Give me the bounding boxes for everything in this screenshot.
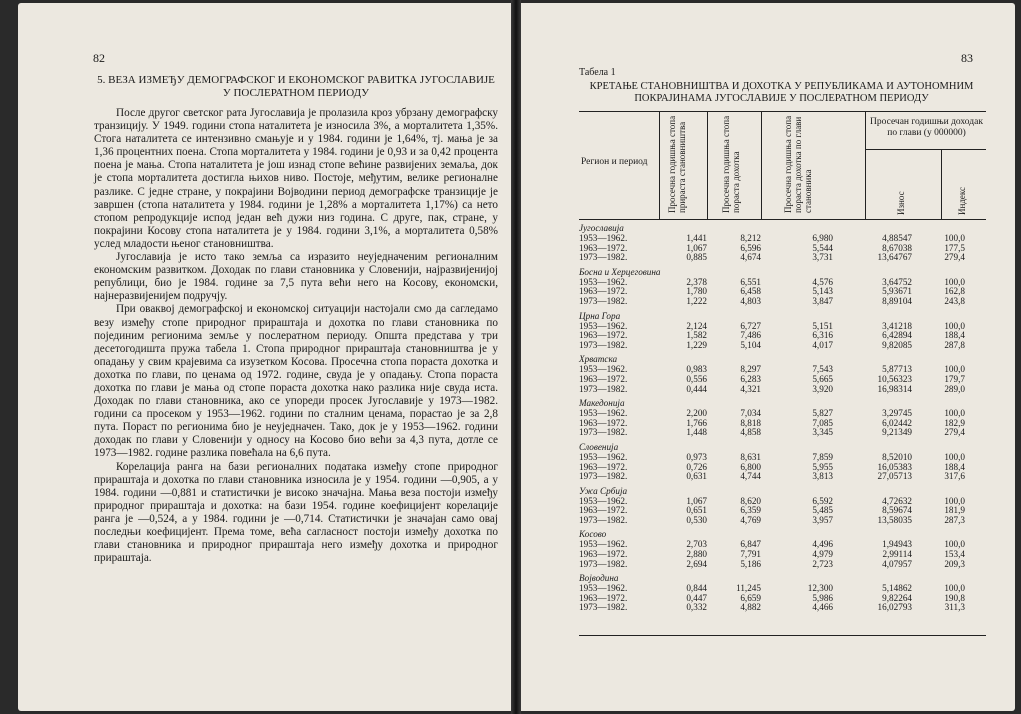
period-cell: 1963—1972. (579, 505, 628, 516)
value-cell: 179,7 (944, 373, 965, 384)
value-cell: 279,4 (944, 427, 965, 438)
value-cell: 16,02793 (877, 602, 912, 613)
header-index: Индекс (957, 186, 967, 215)
period-cell: 1963—1972. (579, 461, 628, 472)
value-cell: 5,186 (740, 558, 761, 569)
section-title: 5. ВЕЗА ИЗМЕЂУ ДЕМОГРАФСКОГ И ЕКОНОМСКОГ РАВИТКА ЈУГОСЛАВИЈЕ У ПОСЛЕРАТНОМ ПЕРИОДУ (97, 74, 495, 99)
table-group (579, 267, 986, 307)
value-cell: 8,212 (740, 233, 761, 243)
left-page (18, 3, 511, 711)
group-name: Македонија (579, 398, 625, 409)
value-cell: 3,731 (812, 252, 833, 263)
value-cell: 1,582 (686, 330, 707, 341)
value-cell: 3,29745 (882, 408, 912, 419)
group-name: Југославија (579, 223, 624, 233)
table-row (579, 385, 986, 395)
right-page (521, 3, 1015, 711)
table-title: КРЕТАЊЕ СТАНОВНИШТВА И ДОХОТКА У РЕПУБЛИКАМА И АУТОНОМНИМ ПОКРАЈИНАМА ЈУГОСЛАВИЈЕ У ПОСЛЕРАТНОМ ПЕРИОДУ (589, 81, 974, 104)
period-cell: 1973—1982. (579, 295, 628, 306)
value-cell: 1,222 (686, 295, 707, 306)
value-cell: 8,67038 (882, 242, 912, 253)
value-cell: 0,651 (686, 505, 707, 516)
value-cell: 13,64767 (877, 252, 912, 263)
table-group (579, 442, 986, 482)
value-cell: 0,631 (686, 471, 707, 482)
value-cell: 188,4 (944, 330, 965, 341)
value-cell: 7,859 (812, 451, 833, 462)
value-cell: 5,104 (740, 339, 761, 350)
table-group (579, 311, 986, 351)
table-row (579, 331, 986, 341)
value-cell: 162,8 (944, 286, 965, 297)
table-row (579, 297, 986, 307)
value-cell: 3,813 (812, 471, 833, 482)
value-cell: 6,42894 (882, 330, 912, 341)
value-cell: 0,530 (686, 514, 707, 525)
body-text (94, 107, 498, 565)
page-number: 82 (93, 51, 105, 65)
header-subrule (865, 149, 986, 150)
value-cell: 4,882 (740, 602, 761, 613)
value-cell: 2,99114 (882, 549, 912, 560)
value-cell: 100,0 (944, 495, 965, 506)
table-group (579, 486, 986, 526)
value-cell: 4,576 (812, 276, 833, 287)
value-cell: 317,6 (944, 471, 965, 482)
value-cell: 5,955 (812, 461, 833, 472)
value-cell: 6,980 (812, 233, 833, 243)
value-cell: 4,769 (740, 514, 761, 525)
table-rule-top (579, 111, 986, 112)
page-number: 83 (961, 51, 973, 65)
table-row (579, 497, 986, 507)
table-row (579, 540, 986, 550)
paragraph: При оваквој демографској и економској ситуацији настојали смо да сагледамо везу између стопе природног прираштаја и дохотка по глави становника по појединим регионима земље у послератном периоду. Општа представа у три десетогодишта пружа табела 1. Стопа природног прираштаја становништва је у опадању у свим крајевима са изузетком Косова. Просечна стопа пораста дохотка и дохотка по глави, по ценама од 1972. године, свуда је у опадању. Стопа пораста дохотка по глави је мања од стопе пораста дохотка нако разлика није свуда иста. Доходак по глави становника, ако се упореди просек Југославије у 1973—1982. години са просеком у 1953—1962. години по сталним ценама, порастао је за 2,8 пута. Пораст по регионима био је неуједначен. Тако, док је у 1953—1962. години доходак по глави у Словенији у односу на Косово био већи за 4,3 пута, дотле се 1973—1982. године разлика повећала на 6,6 пута. (94, 303, 498, 460)
group-name: Босна и Херцеговина (579, 266, 661, 277)
value-cell: 1,448 (686, 427, 707, 438)
value-cell: 4,72632 (882, 495, 912, 506)
header-pop-growth: Просечна годишња стопа прираста становништва (667, 115, 687, 213)
value-cell: 5,544 (812, 242, 833, 253)
value-cell: 4,88547 (882, 233, 912, 243)
value-cell: 1,780 (686, 286, 707, 297)
value-cell: 4,674 (740, 252, 761, 263)
group-name: Косово (579, 529, 607, 540)
value-cell: 16,98314 (877, 383, 912, 394)
group-name: Ужа Србија (579, 485, 628, 496)
period-cell: 1953—1962. (579, 539, 628, 550)
group-name: Војводина (579, 573, 619, 584)
paragraph: После другог светског рата Југославија је пролазила кроз убрзану демографску транзицију. У 1949. години стопа наталитета је износила 3%, а морталитета 1,35%. Стога наталитета се интензивно смањује и у 1984. години је 1,64%, тј. мања је за 1,36 процентних поена. Стопа морталитета у 1984. години је 0,93 и за 0,42 процента поена је мања. Стопа наталитета је још изнад стопе већине развијених земаља, док је стопа морталитета достигла њихов ниво. Постоје, међутим, велике регионалне разлике. С једне стране, у покрајини Војводини период демографске транзиције је завршен (стопа наталитета у 1984. години је 1,28% а морталитета 1,17%) са нето стопом репродукције испод један већ дужи низ година. С друге, пак, стране, у покрајини Косову стопа наталитета је у 1984. години 3,1%, а морталитета 0,58% услед младости њеног становништва. (94, 107, 498, 250)
value-cell: 182,9 (944, 417, 965, 428)
period-cell: 1953—1962. (579, 408, 628, 419)
value-cell: 5,485 (812, 505, 833, 516)
table-row (579, 472, 986, 482)
value-cell: 2,703 (686, 539, 707, 550)
value-cell: 9,21349 (882, 427, 912, 438)
value-cell: 5,14862 (882, 583, 912, 594)
value-cell: 12,300 (807, 583, 833, 594)
period-cell: 1973—1982. (579, 383, 628, 394)
value-cell: 6,551 (740, 276, 761, 287)
table-row (579, 516, 986, 526)
group-name: Хрватска (579, 354, 618, 365)
period-cell: 1963—1972. (579, 417, 628, 428)
table-row (579, 375, 986, 385)
value-cell: 188,4 (944, 461, 965, 472)
table-row (579, 244, 986, 254)
table-row (579, 584, 986, 594)
value-cell: 6,659 (740, 592, 761, 603)
period-cell: 1973—1982. (579, 339, 628, 350)
value-cell: 289,0 (944, 383, 965, 394)
period-cell: 1953—1962. (579, 451, 628, 462)
value-cell: 3,920 (812, 383, 833, 394)
period-cell: 1953—1962. (579, 495, 628, 506)
value-cell: 5,827 (812, 408, 833, 419)
value-cell: 5,986 (812, 592, 833, 603)
value-cell: 100,0 (944, 583, 965, 594)
table-row (579, 463, 986, 473)
value-cell: 4,466 (812, 602, 833, 613)
table-group (579, 573, 986, 613)
value-cell: 6,316 (812, 330, 833, 341)
value-cell: 181,9 (944, 505, 965, 516)
value-cell: 9,82264 (882, 592, 912, 603)
value-cell: 4,744 (740, 471, 761, 482)
value-cell: 100,0 (944, 320, 965, 331)
value-cell: 190,8 (944, 592, 965, 603)
value-cell: 243,8 (944, 295, 965, 306)
value-cell: 287,3 (944, 514, 965, 525)
value-cell: 100,0 (944, 451, 965, 462)
table-row (579, 550, 986, 560)
paragraph: Југославија је исто тако земља са изразито неуједначеним регионалним економским развитком. Доходак по глави становника у Словенији, најразвијенијој републици, био је 1984. године за 7,5 пута већи него на Косову, економски, најнеразвијенијем подручју. (94, 251, 498, 303)
period-cell: 1953—1962. (579, 320, 628, 331)
value-cell: 1,067 (686, 495, 707, 506)
value-cell: 2,723 (812, 558, 833, 569)
table-body (579, 223, 986, 617)
value-cell: 4,858 (740, 427, 761, 438)
table-label: Табела 1 (579, 67, 616, 78)
header-income-pc-growth: Просечна годишња стопа пораста дохотка по глави становника (783, 115, 813, 213)
period-cell: 1953—1962. (579, 276, 628, 287)
value-cell: 8,52010 (882, 451, 912, 462)
table-group (579, 354, 986, 394)
table-row (579, 428, 986, 438)
value-cell: 287,8 (944, 339, 965, 350)
value-cell: 8,620 (740, 495, 761, 506)
period-cell: 1973—1982. (579, 252, 628, 263)
column-divider (941, 149, 942, 219)
value-cell: 0,844 (686, 583, 707, 594)
value-cell: 100,0 (944, 233, 965, 243)
value-cell: 4,07957 (882, 558, 912, 569)
value-cell: 6,847 (740, 539, 761, 550)
value-cell: 10,56323 (877, 373, 912, 384)
value-cell: 100,0 (944, 539, 965, 550)
value-cell: 3,957 (812, 514, 833, 525)
value-cell: 4,803 (740, 295, 761, 306)
value-cell: 3,345 (812, 427, 833, 438)
column-divider (761, 111, 762, 219)
period-cell: 1963—1972. (579, 330, 628, 341)
value-cell: 100,0 (944, 408, 965, 419)
period-cell: 1963—1972. (579, 242, 628, 253)
value-cell: 2,124 (686, 320, 707, 331)
table-row (579, 287, 986, 297)
value-cell: 5,93671 (882, 286, 912, 297)
book-gutter (511, 0, 521, 714)
value-cell: 4,496 (812, 539, 833, 550)
table-row (579, 603, 986, 613)
value-cell: 1,229 (686, 339, 707, 350)
value-cell: 13,58035 (877, 514, 912, 525)
table-rule-header (579, 219, 986, 220)
value-cell: 6,800 (740, 461, 761, 472)
table-row (579, 253, 986, 263)
period-cell: 1963—1972. (579, 286, 628, 297)
value-cell: 3,64752 (882, 276, 912, 287)
value-cell: 7,486 (740, 330, 761, 341)
table-row (579, 506, 986, 516)
header-amount: Износ (896, 191, 906, 215)
column-divider (659, 111, 660, 219)
value-cell: 4,321 (740, 383, 761, 394)
table-rule-bottom (579, 635, 986, 636)
value-cell: 153,4 (944, 549, 965, 560)
value-cell: 0,444 (686, 383, 707, 394)
period-cell: 1973—1982. (579, 558, 628, 569)
period-cell: 1953—1962. (579, 233, 628, 243)
value-cell: 0,726 (686, 461, 707, 472)
value-cell: 1,067 (686, 242, 707, 253)
period-cell: 1963—1972. (579, 373, 628, 384)
table-row (579, 560, 986, 570)
period-cell: 1953—1962. (579, 583, 628, 594)
value-cell: 5,87713 (882, 364, 912, 375)
value-cell: 4,017 (812, 339, 833, 350)
value-cell: 8,818 (740, 417, 761, 428)
value-cell: 8,631 (740, 451, 761, 462)
table-row (579, 409, 986, 419)
value-cell: 4,979 (812, 549, 833, 560)
value-cell: 1,441 (686, 233, 707, 243)
value-cell: 311,3 (944, 602, 965, 613)
value-cell: 209,3 (944, 558, 965, 569)
table-row (579, 365, 986, 375)
value-cell: 2,200 (686, 408, 707, 419)
value-cell: 6,283 (740, 373, 761, 384)
table-row (579, 453, 986, 463)
value-cell: 6,02442 (882, 417, 912, 428)
value-cell: 0,885 (686, 252, 707, 263)
table-group (579, 529, 986, 569)
value-cell: 7,791 (740, 549, 761, 560)
table-group (579, 398, 986, 438)
value-cell: 3,41218 (882, 320, 912, 331)
value-cell: 7,034 (740, 408, 761, 419)
period-cell: 1973—1982. (579, 427, 628, 438)
value-cell: 5,143 (812, 286, 833, 297)
value-cell: 100,0 (944, 276, 965, 287)
value-cell: 1,94943 (882, 539, 912, 550)
value-cell: 0,973 (686, 451, 707, 462)
period-cell: 1973—1982. (579, 602, 628, 613)
value-cell: 100,0 (944, 364, 965, 375)
group-name: Словенија (579, 441, 619, 452)
table-row (579, 322, 986, 332)
table-group (579, 223, 986, 263)
table-row (579, 278, 986, 288)
period-cell: 1973—1982. (579, 471, 628, 482)
value-cell: 0,332 (686, 602, 707, 613)
header-income-pc-group: Просечан годишњи доходак по глави (у 000000) (870, 117, 983, 138)
value-cell: 27,05713 (877, 471, 912, 482)
value-cell: 9,82085 (882, 339, 912, 350)
value-cell: 279,4 (944, 252, 965, 263)
table-row (579, 419, 986, 429)
value-cell: 8,89104 (882, 295, 912, 306)
value-cell: 5,151 (812, 320, 833, 331)
table-row (579, 234, 986, 244)
value-cell: 7,085 (812, 417, 833, 428)
value-cell: 8,59674 (882, 505, 912, 516)
value-cell: 16,05383 (877, 461, 912, 472)
value-cell: 2,694 (686, 558, 707, 569)
header-region: Регион и период (581, 157, 648, 167)
value-cell: 6,596 (740, 242, 761, 253)
value-cell: 5,665 (812, 373, 833, 384)
value-cell: 6,359 (740, 505, 761, 516)
period-cell: 1963—1972. (579, 592, 628, 603)
value-cell: 11,245 (736, 583, 761, 594)
period-cell: 1963—1972. (579, 549, 628, 560)
table-row (579, 341, 986, 351)
value-cell: 1,766 (686, 417, 707, 428)
value-cell: 7,543 (812, 364, 833, 375)
period-cell: 1973—1982. (579, 514, 628, 525)
header-income-growth: Просечна годишња стопа пораста дохотка (721, 115, 741, 213)
value-cell: 0,983 (686, 364, 707, 375)
value-cell: 6,458 (740, 286, 761, 297)
value-cell: 0,447 (686, 592, 707, 603)
value-cell: 2,378 (686, 276, 707, 287)
paragraph: Корелација ранга на бази регионалних података између стопе природног прираштаја и дохотка по глави становника износила је у 1954. години —0,905, а у 1984. години —0,881 и статистички је високо значајна. Мања веза постоји између природног прираштаја и дохотка: на бази 1954. године коефицијент корелације ранга је —0,524, а у 1984. години је —0,714. Статистички је значајан само овај последњи коефицијент. Према томе, већа сагласност постоји између дохотка по глави становника и природног прираштаја него између дохотка и природног прираштаја. (94, 460, 498, 565)
value-cell: 177,5 (944, 242, 965, 253)
column-divider (865, 111, 866, 219)
value-cell: 8,297 (740, 364, 761, 375)
value-cell: 6,727 (740, 320, 761, 331)
value-cell: 2,880 (686, 549, 707, 560)
table-row (579, 594, 986, 604)
value-cell: 3,847 (812, 295, 833, 306)
group-name: Црна Гора (579, 310, 621, 321)
value-cell: 6,592 (812, 495, 833, 506)
column-divider (707, 111, 708, 219)
period-cell: 1953—1962. (579, 364, 628, 375)
value-cell: 0,556 (686, 373, 707, 384)
